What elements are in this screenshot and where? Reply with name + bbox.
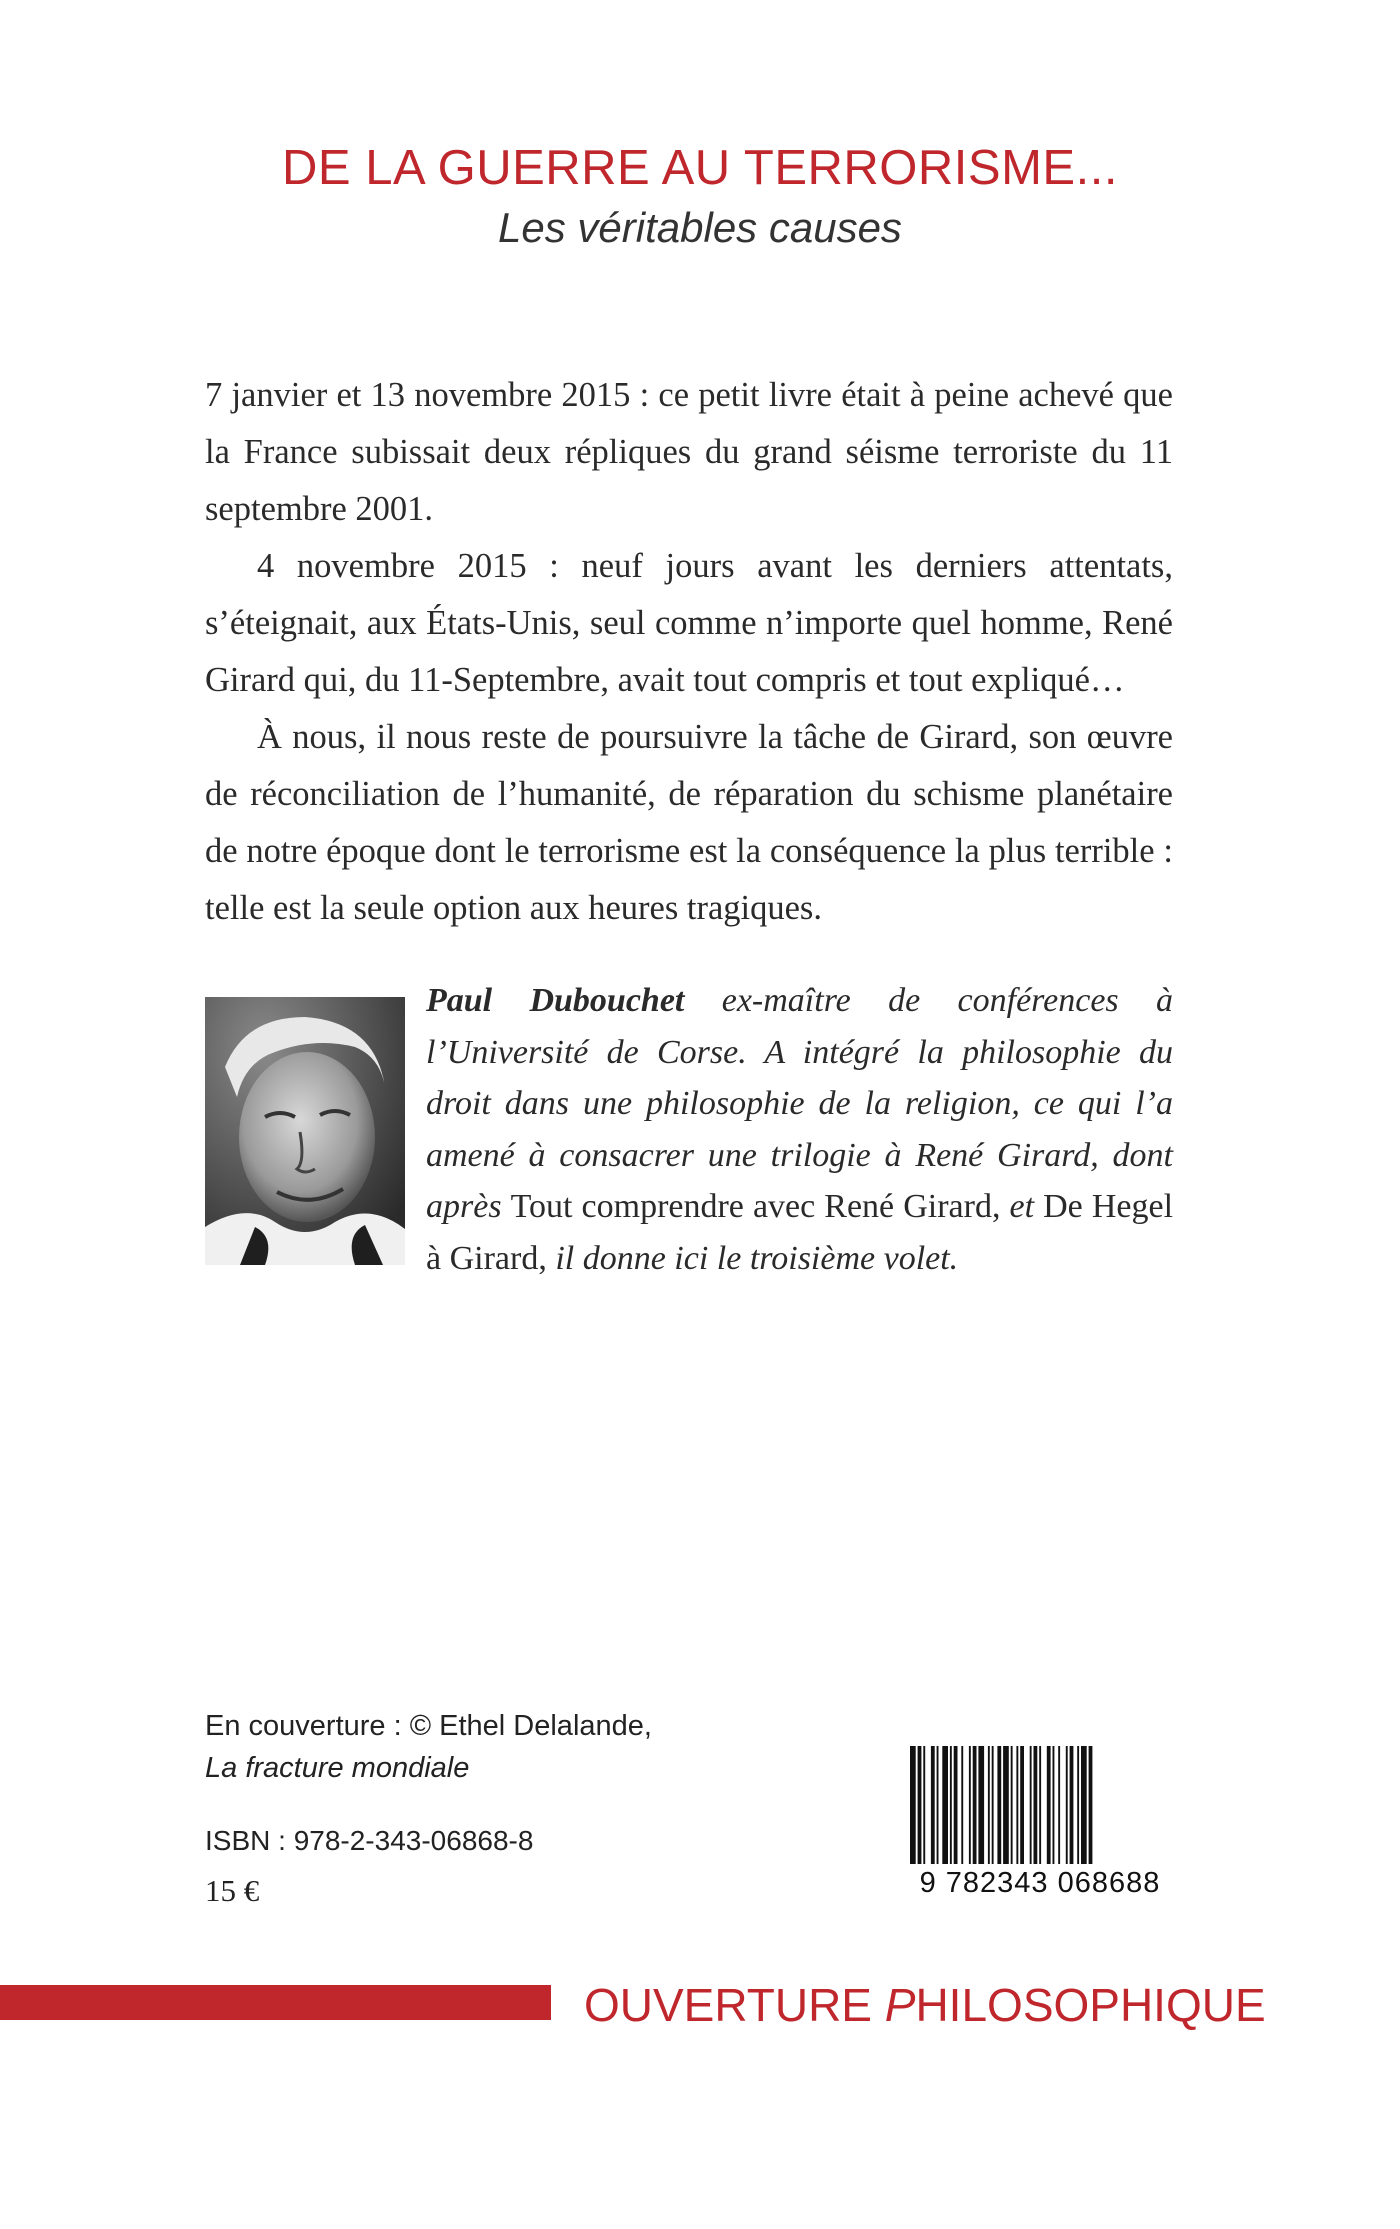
cover-credit-label: En couverture : © Ethel Delalande, (205, 1710, 652, 1742)
blurb (205, 367, 1173, 937)
barcode-bar (992, 1746, 994, 1864)
price: 15 € (205, 1873, 260, 1908)
barcode-bar (1011, 1746, 1013, 1864)
book-title-1: Tout comprendre avec René Girard, (510, 1188, 1001, 1225)
author-photo (205, 997, 405, 1265)
barcode-number: 9 782343 068688 (919, 1867, 1161, 1899)
barcode-bar (1070, 1746, 1074, 1864)
book-subtitle: Les véritables causes (498, 204, 902, 251)
barcode-bar (1089, 1746, 1093, 1864)
barcode-bar (931, 1746, 935, 1864)
barcode-bar (978, 1746, 984, 1864)
barcode-bar (1003, 1746, 1009, 1864)
barcode-bar (1077, 1746, 1079, 1864)
barcode-bar (910, 1746, 916, 1864)
barcode-bar (1081, 1746, 1087, 1864)
author-name: Paul Dubouchet (426, 982, 685, 1019)
barcode-bar (918, 1746, 922, 1864)
collection-bar (0, 1985, 551, 2020)
barcode-bar (1047, 1746, 1051, 1864)
barcode-bar (937, 1746, 939, 1864)
author-bio-part-2: et (1000, 1188, 1044, 1225)
isbn: ISBN : 978-2-343-06868-8 (205, 1825, 534, 1856)
barcode-bar (961, 1746, 963, 1864)
barcode-bar (1030, 1746, 1032, 1864)
author-bio (426, 975, 1173, 1284)
author-bio-part-3: il donne ici le troisième volet. (546, 1239, 959, 1277)
collection-name-part-1: OUVERTURE (584, 1979, 885, 2031)
barcode-bar (1020, 1746, 1024, 1864)
book-title-2: De Hegel à Girard, (426, 1188, 1174, 1277)
blurb-paragraph-3: À nous, il nous reste de poursuivre la tâche de Girard, son œuvre de réconciliation de l’humanité, de réparation du schisme planétaire de notre époque dont le terrorisme est la conséquence la plus terrible : telle est la seule option aux heures tragiques. (205, 718, 1173, 927)
barcode-bar (988, 1746, 990, 1864)
author-portrait-icon (205, 997, 405, 1265)
barcode-bar (1058, 1746, 1060, 1864)
barcode-bar (1039, 1746, 1041, 1864)
barcode-icon (904, 1746, 1176, 1866)
book-title: DE LA GUERRE AU TERRORISME... (282, 141, 1118, 195)
barcode-bar (954, 1746, 958, 1864)
barcode-bar (1066, 1746, 1068, 1864)
blurb-paragraph-1: 7 janvier et 13 novembre 2015 : ce petit livre était à peine achevé que la France subissait deux répliques du grand séisme terroriste du 11 septembre 2001. (205, 376, 1173, 528)
collection-name (584, 1978, 1284, 2032)
barcode-bar (942, 1746, 948, 1864)
barcode-bar (1016, 1746, 1018, 1864)
barcode-bar (950, 1746, 952, 1864)
blurb-paragraph-2: 4 novembre 2015 : neuf jours avant les derniers attentats, s’éteignait, aux États-Unis, seul comme n’importe quel homme, René Girard qui, du 11-Septembre, avait tout compris et tout expliqué… (205, 547, 1173, 699)
barcode-bar (1053, 1746, 1055, 1864)
barcode-bar (923, 1746, 925, 1864)
barcode-bar (997, 1746, 1001, 1864)
barcode-bar (1034, 1746, 1038, 1864)
barcode-bar (973, 1746, 977, 1864)
collection-name-part-2: P (884, 1979, 916, 2031)
collection-name-part-3: HILOSOPHIQUE (915, 1979, 1266, 2031)
barcode-bar (969, 1746, 971, 1864)
author-bio-part-1: ex-maître de conférences à l’Université de Corse. A intégré la philosophie du droit dans une philosophie de la religion, ce qui l’a amené à consacrer une trilogie à René Girard, dont après (426, 982, 1173, 1225)
cover-credit-work: La fracture mondiale (205, 1752, 470, 1784)
cover-credit (205, 1705, 765, 1789)
